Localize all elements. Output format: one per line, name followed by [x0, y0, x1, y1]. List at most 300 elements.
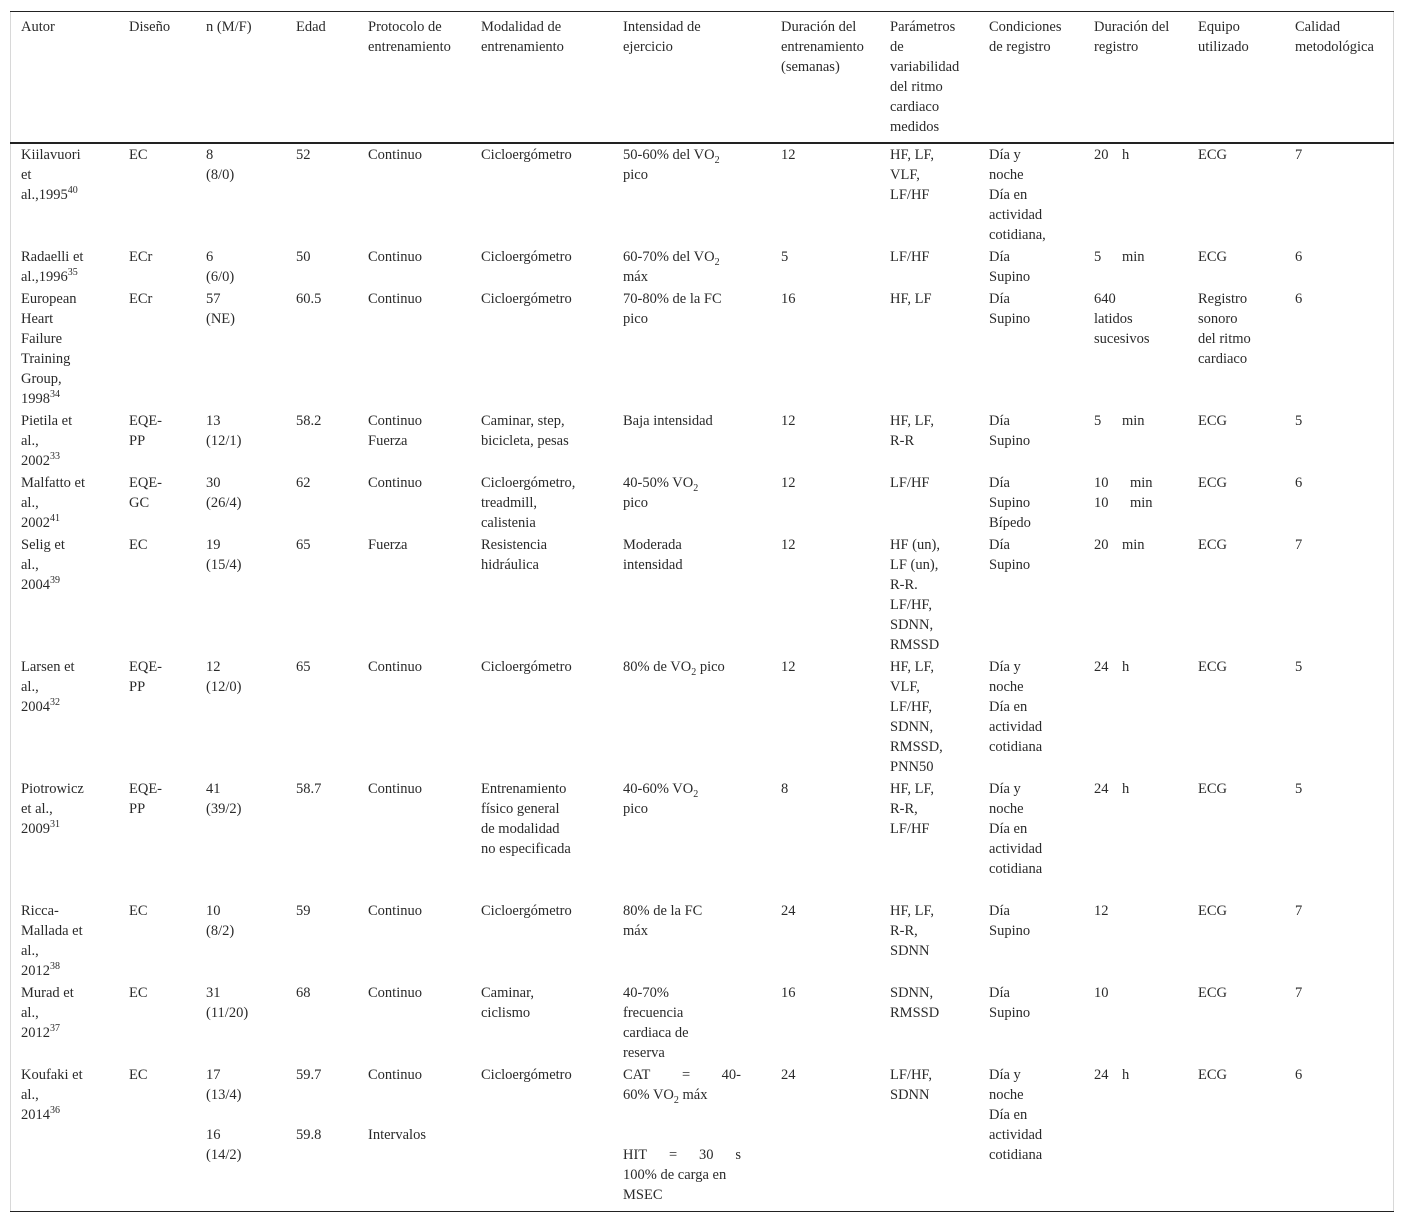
condition-line: Bípedo: [989, 515, 1031, 531]
duration-value: 12: [781, 147, 796, 163]
author-cell: [21, 247, 83, 287]
record-duration-unit: h: [1122, 659, 1130, 675]
author-text: al.,: [21, 943, 39, 959]
header-label: Edad: [296, 19, 326, 35]
author-text: 2009: [21, 821, 50, 837]
record-duration-unit: min: [1122, 413, 1145, 429]
quality-value: 5: [1295, 781, 1303, 797]
equipment-cell: [1198, 411, 1227, 431]
design-line: PP: [129, 679, 146, 695]
author-line: [21, 1065, 83, 1085]
intensity-text: pico: [696, 659, 725, 675]
condition-line: Supino: [989, 495, 1031, 511]
age-cell: [296, 657, 311, 677]
protocol-cell: [368, 657, 422, 677]
parameters-cell: [890, 1065, 932, 1105]
intensity-line: máx: [623, 923, 648, 939]
age-line: 59.7: [296, 1067, 322, 1083]
design-cell: [129, 145, 148, 165]
author-line: [21, 289, 77, 309]
author-line: [21, 779, 84, 799]
intensity-cell: [623, 901, 702, 941]
protocol-line: Continuo: [368, 781, 422, 797]
quality-value: 6: [1295, 249, 1303, 265]
subscript: 2: [673, 1094, 679, 1106]
intensity-line: 100% de carga en: [623, 1167, 727, 1183]
table-top-rule: [10, 11, 1394, 12]
author-text: et al.,: [21, 801, 53, 817]
quality-cell: [1295, 289, 1302, 309]
header-line: Intensidad de: [623, 19, 701, 35]
conditions-cell: [989, 657, 1042, 757]
record-duration-unit: min: [1130, 475, 1153, 491]
duration-value: 24: [781, 1067, 796, 1083]
conditions-cell: [989, 901, 1030, 941]
n-cell: [206, 145, 234, 185]
record-duration-cell: [1094, 289, 1150, 349]
header-line: cardiaco: [890, 99, 940, 115]
age-line: 58.7: [296, 781, 322, 797]
record-duration-number: 5: [1094, 249, 1102, 265]
intensity-line: Baja intensidad: [623, 413, 713, 429]
table-frame: [10, 11, 1394, 1212]
intensity-line: Moderada: [623, 537, 682, 553]
reference-number: 34: [50, 389, 60, 401]
reference-number: 32: [50, 697, 60, 709]
protocol-line: Continuo: [368, 1067, 422, 1083]
design-line: EC: [129, 1067, 148, 1083]
reference-number: 39: [50, 575, 60, 587]
modality-line: Cicloergómetro: [481, 147, 572, 163]
equipment-cell: [1198, 657, 1227, 677]
intensity-line: [623, 145, 720, 165]
quality-value: 7: [1295, 147, 1303, 163]
equipment-cell: [1198, 247, 1227, 267]
author-line: [21, 185, 81, 205]
record-duration-unit: min: [1122, 249, 1145, 265]
parameter-line: R-R,: [890, 801, 918, 817]
intensity-token: HIT: [623, 1147, 648, 1163]
n-cell: [206, 983, 248, 1023]
condition-line: actividad: [989, 207, 1043, 223]
intensity-hit-line: [623, 1145, 741, 1165]
modality-cell: [481, 901, 572, 921]
modality-line: Resistencia: [481, 537, 548, 553]
parameter-line: R-R,: [890, 923, 918, 939]
modality-line: treadmill,: [481, 495, 537, 511]
parameter-line: R-R: [890, 433, 915, 449]
author-line: [21, 983, 74, 1003]
modality-cell: [481, 145, 572, 165]
condition-line: cotidiana: [989, 739, 1043, 755]
parameters-cell: [890, 145, 934, 205]
author-text: al.,: [21, 495, 39, 511]
duration-cell: [781, 983, 796, 1003]
intensity-cell: [623, 473, 698, 513]
author-line: [21, 411, 72, 431]
intensity-cell: [623, 289, 722, 329]
record-duration-cell: [1094, 1065, 1129, 1085]
author-line: [21, 575, 65, 595]
header-equipo: [1198, 17, 1249, 57]
subscript: 2: [691, 666, 697, 678]
author-line: [21, 329, 77, 349]
author-text: Piotrowicz: [21, 781, 84, 797]
n-line: 16: [206, 1127, 221, 1143]
intensity-text: 50-60% del VO: [623, 147, 715, 163]
reference-number: 37: [50, 1023, 60, 1035]
record-duration-cell: [1094, 145, 1129, 165]
quality-value: 7: [1295, 537, 1303, 553]
duration-value: 16: [781, 291, 796, 307]
record-duration-cell: [1094, 411, 1145, 431]
protocol-cell: [368, 535, 407, 555]
author-line: [21, 369, 77, 389]
duration-value: 12: [781, 659, 796, 675]
parameters-cell: [890, 535, 940, 655]
reference-number: 40: [67, 185, 78, 197]
header-edad: [296, 17, 326, 37]
condition-line: Supino: [989, 923, 1031, 939]
parameters-cell: [890, 779, 934, 839]
author-text: al.,: [21, 679, 39, 695]
condition-line: Día: [989, 413, 1010, 429]
parameters-cell: [890, 473, 930, 493]
intensity-line: pico: [623, 167, 648, 183]
record-duration-unit: min: [1130, 495, 1153, 511]
equipment-line: ECG: [1198, 475, 1227, 491]
subscript: 2: [693, 788, 699, 800]
subscript: 2: [714, 154, 720, 166]
equipment-line: ECG: [1198, 413, 1227, 429]
n-line: 19: [206, 537, 221, 553]
age-line: 59.8: [296, 1127, 322, 1143]
n-line: (12/1): [206, 433, 242, 449]
record-duration-unit: h: [1122, 1067, 1130, 1083]
author-line: [21, 921, 83, 941]
author-line: [21, 451, 72, 471]
modality-cell: [481, 1065, 572, 1085]
intensity-text: 60% VO: [623, 1087, 674, 1103]
design-cell: [129, 779, 162, 819]
parameter-line: LF/HF,: [890, 699, 932, 715]
author-line: [21, 677, 75, 697]
parameter-line: HF, LF: [890, 291, 932, 307]
header-calidad: [1295, 17, 1374, 57]
protocol-line: Continuo: [368, 903, 422, 919]
author-line: [21, 657, 75, 677]
equipment-line: sonoro: [1198, 311, 1238, 327]
author-text: Koufaki et: [21, 1067, 83, 1083]
record-duration-line: 640: [1094, 291, 1116, 307]
quality-value: 5: [1295, 413, 1303, 429]
protocol-line: Continuo: [368, 249, 422, 265]
parameters-cell: [890, 983, 939, 1023]
n-line: 12: [206, 659, 221, 675]
parameter-line: HF, LF,: [890, 781, 935, 797]
condition-line: Día en: [989, 1107, 1028, 1123]
age-line: 65: [296, 659, 311, 675]
header-line: Calidad: [1295, 19, 1341, 35]
age-line: 62: [296, 475, 311, 491]
author-line: [21, 165, 81, 185]
author-text: 2004: [21, 577, 50, 593]
conditions-cell: [989, 145, 1046, 245]
record-duration-unit: h: [1122, 147, 1130, 163]
record-duration-number: 24: [1094, 659, 1109, 675]
author-line: [21, 1003, 74, 1023]
duration-cell: [781, 247, 788, 267]
author-text: Pietila et: [21, 413, 73, 429]
age-cell: [296, 779, 321, 799]
design-line: EQE-: [129, 413, 163, 429]
record-duration-number: 5: [1094, 413, 1102, 429]
duration-value: 16: [781, 985, 796, 1001]
design-line: EC: [129, 537, 148, 553]
equipment-line: ECG: [1198, 249, 1227, 265]
author-cell: [21, 779, 84, 839]
author-cell: [21, 901, 83, 981]
protocol-line: Continuo: [368, 475, 422, 491]
protocol-line: Intervalos: [368, 1127, 426, 1143]
header-modalidad: [481, 17, 564, 57]
condition-line: Día: [989, 475, 1010, 491]
equipment-cell: [1198, 145, 1227, 165]
record-duration-line: [1094, 493, 1153, 513]
duration-cell: [781, 1065, 796, 1085]
intensity-line: cardiaca de: [623, 1025, 689, 1041]
quality-value: 6: [1295, 475, 1303, 491]
age-cell: [296, 983, 311, 1003]
modality-cell: [481, 289, 572, 309]
record-duration-line: latidos: [1094, 311, 1133, 327]
condition-line: Día en: [989, 187, 1028, 203]
condition-line: actividad: [989, 719, 1043, 735]
author-line: [21, 819, 84, 839]
duration-value: 12: [781, 413, 796, 429]
parameter-line: VLF,: [890, 679, 920, 695]
modality-line: Caminar,: [481, 985, 534, 1001]
condition-line: Día y: [989, 659, 1021, 675]
header-line: Condiciones: [989, 19, 1062, 35]
intensity-token: =: [669, 1147, 678, 1163]
condition-line: Supino: [989, 1005, 1031, 1021]
condition-line: Día y: [989, 781, 1021, 797]
n-cell: [206, 657, 241, 697]
author-cell: [21, 473, 85, 533]
quality-value: 7: [1295, 985, 1303, 1001]
design-line: ECr: [129, 249, 153, 265]
condition-line: cotidiana: [989, 861, 1043, 877]
parameter-line: SDNN,: [890, 985, 934, 1001]
author-cell: [21, 411, 72, 471]
header-line: de: [890, 39, 904, 55]
author-line: [21, 535, 65, 555]
parameter-line: HF, LF,: [890, 147, 935, 163]
author-line: [21, 1105, 83, 1125]
reference-number: 36: [50, 1105, 60, 1117]
equipment-cell: [1198, 473, 1227, 493]
author-text: Group,: [21, 371, 62, 387]
n-line: (14/2): [206, 1147, 242, 1163]
author-line: [21, 697, 75, 717]
design-line: ECr: [129, 291, 153, 307]
duration-cell: [781, 901, 796, 921]
n-line: 31: [206, 985, 221, 1001]
intensity-text: 60-70% del VO: [623, 249, 715, 265]
quality-cell: [1295, 145, 1302, 165]
intensity-text: máx: [678, 1087, 708, 1103]
intensity-token: CAT: [623, 1067, 651, 1083]
n-cell: [206, 901, 234, 941]
quality-cell: [1295, 535, 1302, 555]
intensity-line: [623, 1085, 741, 1105]
author-line: [21, 267, 83, 287]
author-cell: [21, 983, 74, 1043]
author-line: [21, 145, 81, 165]
n-cell: [206, 289, 235, 329]
subscript: 2: [714, 256, 720, 268]
author-text: 2002: [21, 453, 50, 469]
n-line: (6/0): [206, 269, 235, 285]
author-line: [21, 961, 83, 981]
parameter-line: LF/HF: [890, 187, 930, 203]
author-line: [21, 901, 83, 921]
condition-line: cotidiana: [989, 1147, 1043, 1163]
parameter-line: RMSSD,: [890, 739, 943, 755]
protocol-cell: [368, 289, 422, 309]
header-line: entrenamiento: [481, 39, 564, 55]
header-line: ejercicio: [623, 39, 673, 55]
modality-cell: [481, 983, 534, 1023]
author-text: Kiilavuori: [21, 147, 81, 163]
intensity-line: intensidad: [623, 557, 683, 573]
record-duration-line: sucesivos: [1094, 331, 1150, 347]
modality-line: Cicloergómetro: [481, 659, 572, 675]
n-line: (8/2): [206, 923, 235, 939]
intensity-token: s: [735, 1147, 741, 1163]
parameter-line: SDNN,: [890, 719, 934, 735]
record-duration-line: [1094, 473, 1153, 493]
header-line: Parámetros: [890, 19, 956, 35]
record-duration-unit: min: [1122, 537, 1145, 553]
intensity-line: 40-70%: [623, 985, 669, 1001]
n-cell: [206, 779, 241, 819]
author-text: al.,: [21, 433, 39, 449]
design-cell: [129, 901, 148, 921]
author-line: [21, 513, 85, 533]
intensity-line: frecuencia: [623, 1005, 684, 1021]
parameters-cell: [890, 411, 934, 451]
author-cell: [21, 289, 77, 409]
header-line: Equipo: [1198, 19, 1240, 35]
intensity-token: =: [681, 1067, 691, 1083]
condition-line: Día: [989, 249, 1010, 265]
reference-number: 31: [50, 819, 60, 831]
author-text: 1998: [21, 391, 50, 407]
author-text: et: [21, 167, 32, 183]
parameters-cell: [890, 247, 930, 267]
header-line: metodológica: [1295, 39, 1374, 55]
author-text: 2012: [21, 963, 50, 979]
quality-value: 5: [1295, 659, 1303, 675]
author-text: al.,1996: [21, 269, 68, 285]
header-protocolo: [368, 17, 451, 57]
intensity-token: 30: [699, 1147, 714, 1163]
equipment-line: ECG: [1198, 903, 1227, 919]
quality-cell: [1295, 779, 1302, 799]
intensity-cell: [623, 145, 720, 185]
age-cell: [296, 1065, 321, 1085]
equipment-line: ECG: [1198, 659, 1227, 675]
n-cell: [206, 473, 241, 513]
equipment-line: ECG: [1198, 147, 1227, 163]
author-text: 2002: [21, 515, 50, 531]
condition-line: Día: [989, 985, 1010, 1001]
record-duration-line: 12: [1094, 903, 1109, 919]
header-duracion-registro: [1094, 17, 1169, 57]
modality-cell: [481, 247, 572, 267]
modality-line: Cicloergómetro: [481, 249, 572, 265]
condition-line: Día y: [989, 1067, 1021, 1083]
equipment-line: ECG: [1198, 1067, 1227, 1083]
author-text: 2012: [21, 1025, 50, 1041]
author-text: al.,: [21, 557, 39, 573]
duration-value: 12: [781, 475, 796, 491]
condition-line: Día: [989, 537, 1010, 553]
design-line: EC: [129, 147, 148, 163]
author-text: Selig et: [21, 537, 65, 553]
header-parametros: [890, 17, 959, 137]
header-line: entrenamiento: [781, 39, 864, 55]
equipment-cell: [1198, 1065, 1227, 1085]
quality-cell: [1295, 411, 1302, 431]
intensity-line: [623, 657, 725, 677]
record-duration-cell: [1094, 657, 1129, 677]
header-line: (semanas): [781, 59, 840, 75]
n-line: 8: [206, 147, 214, 163]
record-duration-cell: [1094, 779, 1129, 799]
modality-cell: [481, 535, 547, 575]
record-duration-number: 24: [1094, 1067, 1109, 1083]
n-line: 13: [206, 413, 221, 429]
intensity-line: MSEC: [623, 1187, 663, 1203]
age-cell: [296, 145, 311, 165]
n-cell: [206, 535, 241, 575]
equipment-line: ECG: [1198, 781, 1227, 797]
record-duration-number: 10: [1094, 495, 1109, 511]
parameter-line: SDNN,: [890, 617, 934, 633]
n-cell: [206, 1065, 241, 1105]
reference-number: 35: [67, 267, 78, 279]
design-cell: [129, 1065, 148, 1085]
condition-line: Supino: [989, 311, 1031, 327]
parameters-cell: [890, 657, 943, 777]
author-line: [21, 1023, 74, 1043]
record-duration-line: [1094, 247, 1145, 267]
modality-cell: [481, 473, 575, 533]
duration-cell: [781, 473, 796, 493]
age-line: 52: [296, 147, 311, 163]
record-duration-unit: h: [1122, 781, 1130, 797]
record-duration-cell: [1094, 535, 1145, 555]
header-line: de registro: [989, 39, 1051, 55]
age-line: 60.5: [296, 291, 322, 307]
parameter-line: LF/HF,: [890, 597, 932, 613]
age-line: 59: [296, 903, 311, 919]
intensity-line: reserva: [623, 1045, 665, 1061]
design-line: EQE-: [129, 475, 163, 491]
